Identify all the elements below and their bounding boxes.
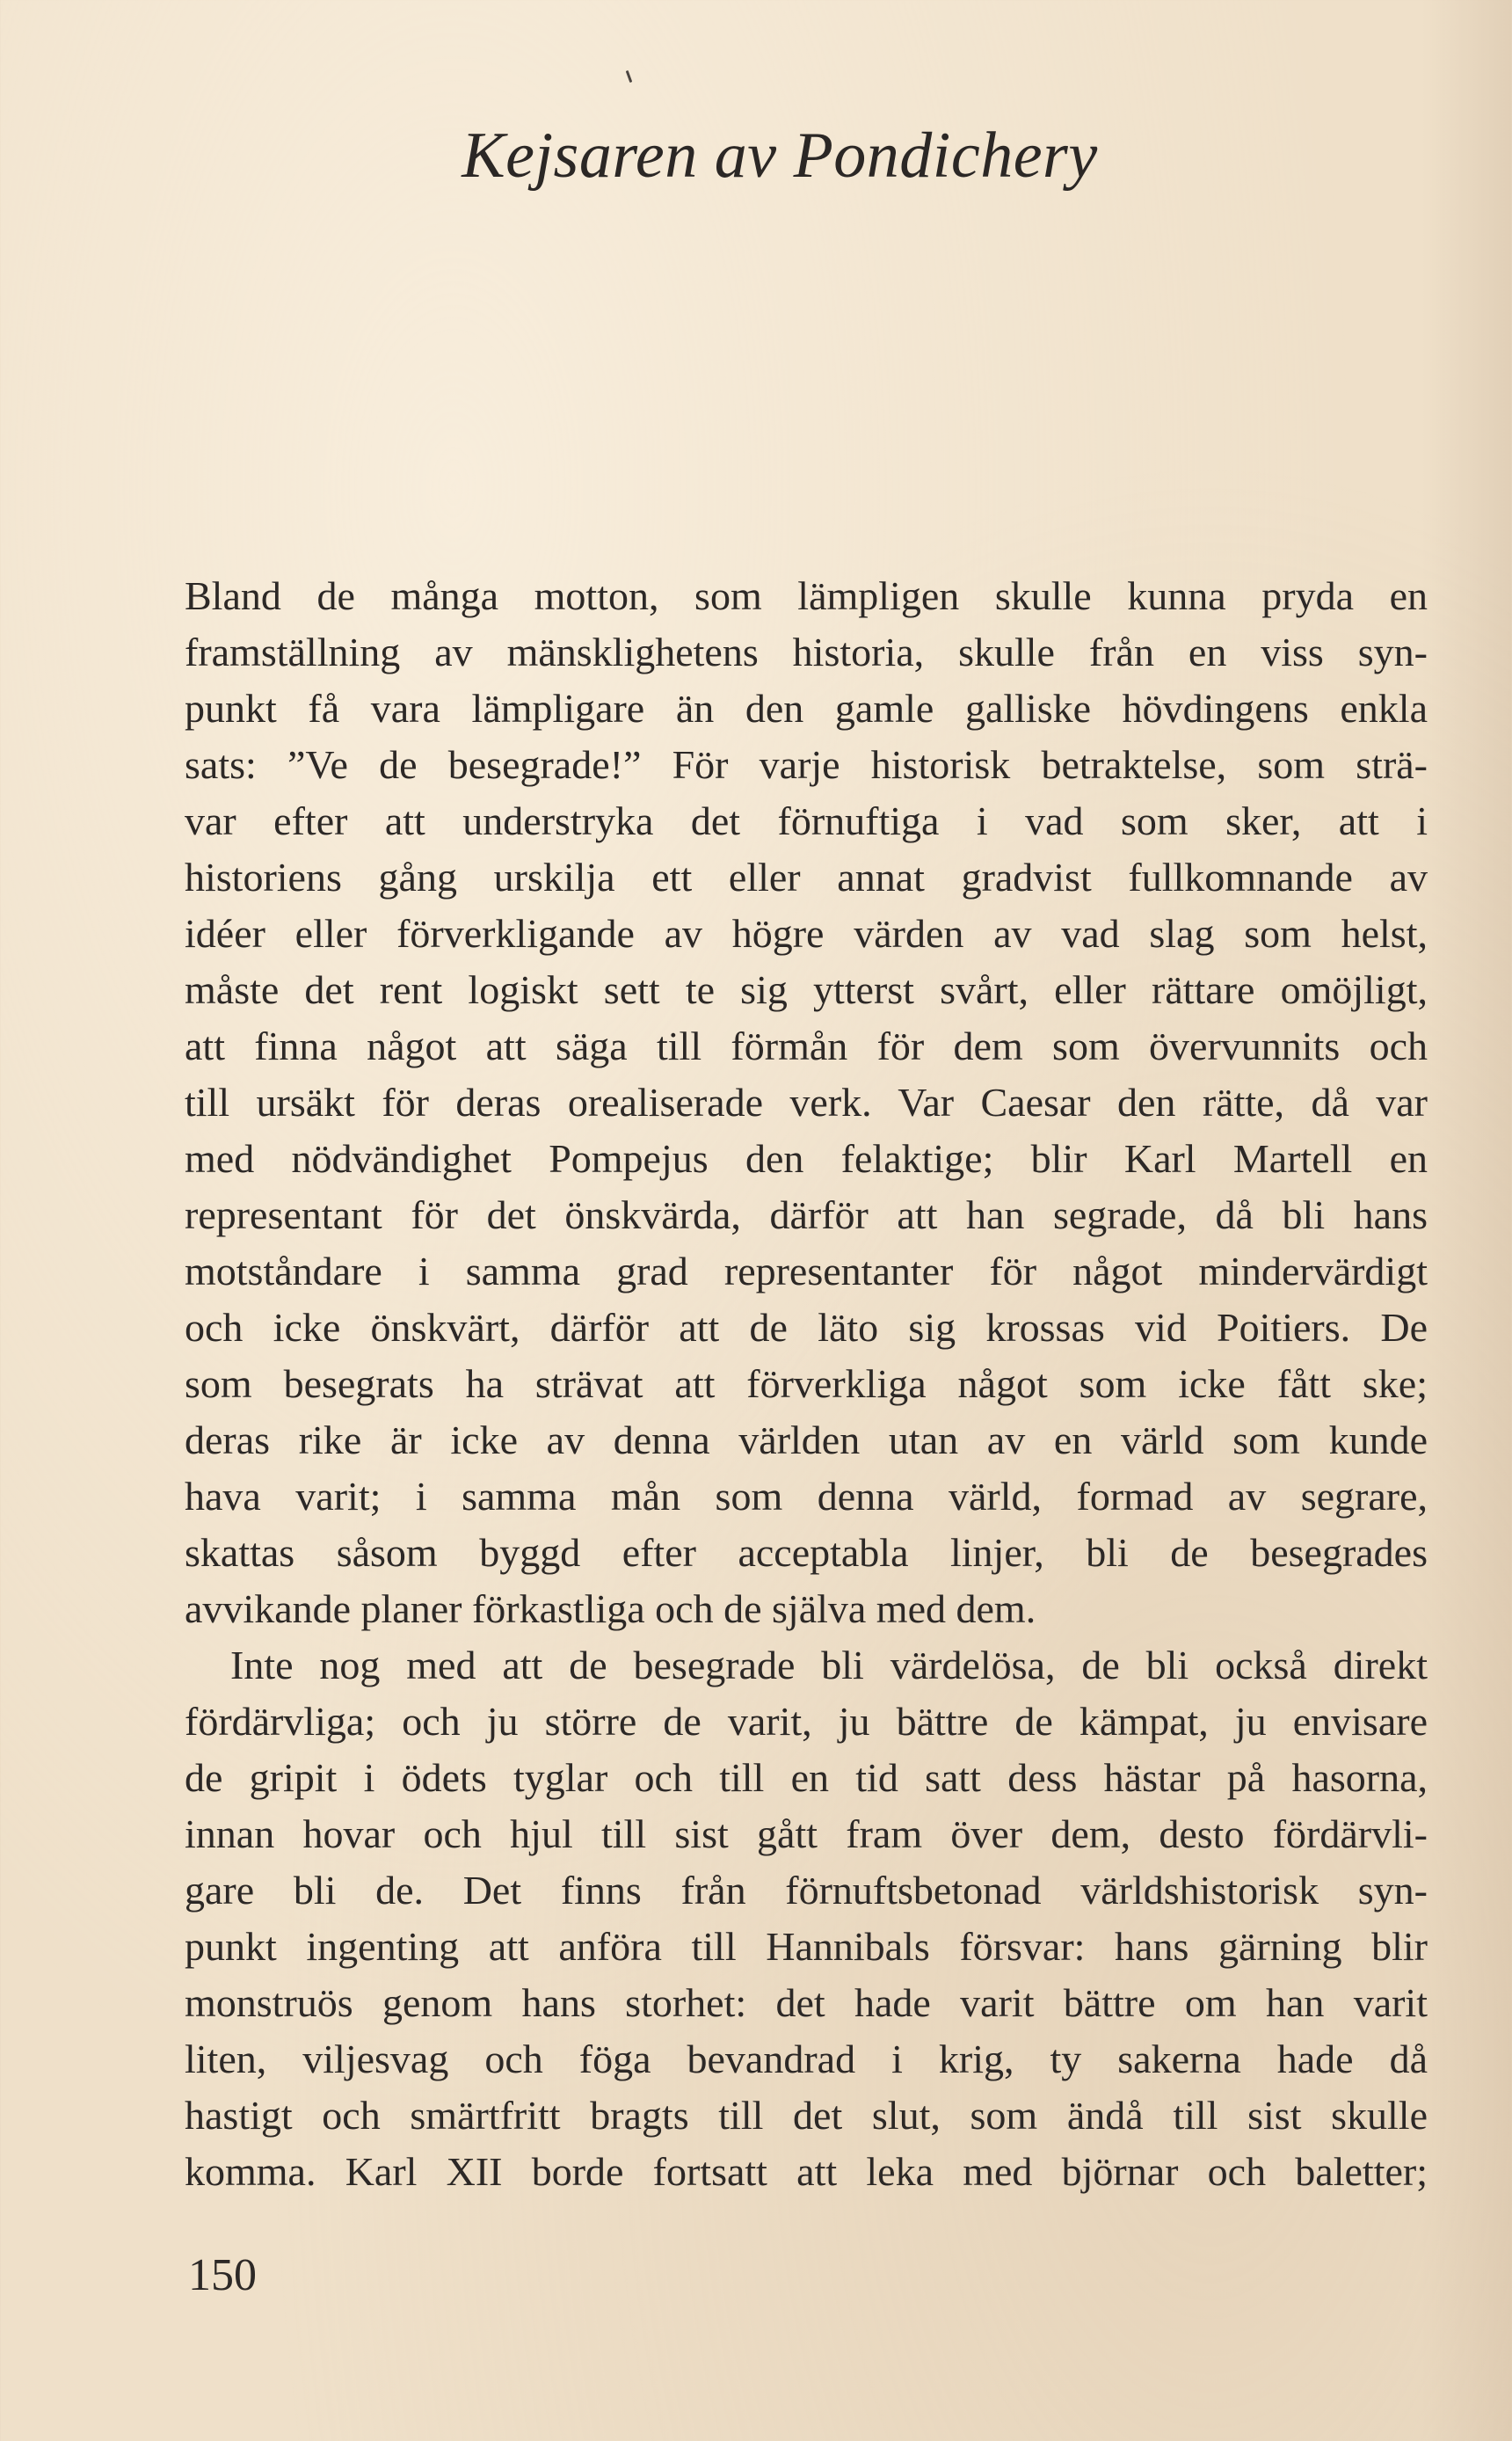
text-line: komma. Karl XII borde fortsatt att leka med björnar och baletter;	[185, 2149, 1428, 2194]
text-line: deras rike är icke av denna världen utan av en värld som kunde	[185, 1417, 1428, 1462]
text-line: punkt ingenting att anföra till Hannibals försvar: hans gärning blir	[185, 1924, 1428, 1969]
text-line: liten, viljesvag och föga bevandrad i krig, ty sakerna hade då	[185, 2037, 1428, 2081]
text-line: punkt få vara lämpligare än den gamle galliske hövdingens enkla	[185, 686, 1428, 731]
page-number: 150	[188, 2250, 257, 2300]
text-line: till ursäkt för deras orealiserade verk. Var Caesar den rätte, då var	[185, 1080, 1428, 1125]
text-line: motståndare i samma grad representanter för något mindervärdigt	[185, 1249, 1428, 1293]
ink-speck	[626, 70, 633, 83]
text-line: innan hovar och hjul till sist gått fram över dem, desto fördärvli-	[185, 1811, 1428, 1856]
text-line: med nödvändighet Pompejus den felaktige; blir Karl Martell en	[185, 1136, 1428, 1181]
text-line: var efter att understryka det förnuftiga i vad som sker, att i	[185, 798, 1428, 843]
text-line: gare bli de. Det finns från förnuftsbetonad världshistorisk syn-	[185, 1868, 1428, 1913]
text-line: och icke önskvärt, därför att de läto sig krossas vid Poitiers. De	[185, 1305, 1428, 1350]
text-line: monstruös genom hans storhet: det hade varit bättre om han varit	[185, 1980, 1428, 2025]
text-line: representant för det önskvärda, därför att han segrade, då bli hans	[185, 1192, 1428, 1237]
text-line: som besegrats ha strävat att förverkliga något som icke fått ske;	[185, 1361, 1428, 1406]
text-line: fördärvliga; och ju större de varit, ju bättre de kämpat, ju envisare	[185, 1699, 1428, 1744]
text-line: hastigt och smärtfritt bragts till det slut, som ändå till sist skulle	[185, 2093, 1428, 2138]
text-line: Inte nog med att de besegrade bli värdelösa, de bli också direkt	[230, 1643, 1428, 1687]
text-line: idéer eller förverkligande av högre värden av vad slag som helst,	[185, 911, 1428, 956]
text-line: att finna något att säga till förmån för dem som övervunnits och	[185, 1024, 1428, 1068]
text-line: Bland de många motton, som lämpligen skulle kunna pryda en	[185, 573, 1428, 618]
text-line: de gripit i ödets tyglar och till en tid satt dess hästar på hasorna,	[185, 1755, 1428, 1800]
text-line: historiens gång urskilja ett eller annat gradvist fullkomnande av	[185, 855, 1428, 900]
text-line: framställning av mänsklighetens historia, skulle från en viss syn-	[185, 630, 1428, 674]
body-text	[185, 568, 1428, 2200]
text-line: måste det rent logiskt sett te sig ytterst svårt, eller rättare omöjligt,	[185, 967, 1428, 1012]
running-title: Kejsaren av Pondichery	[462, 120, 1098, 192]
text-line: hava varit; i samma mån som denna värld, formad av segrare,	[185, 1474, 1428, 1519]
text-line: skattas såsom byggd efter acceptabla linjer, bli de besegrades	[185, 1530, 1428, 1575]
text-line: avvikande planer förkastliga och de själva med dem.	[185, 1586, 1036, 1631]
text-line: sats: ”Ve de besegrade!” För varje historisk betraktelse, som strä-	[185, 742, 1428, 787]
